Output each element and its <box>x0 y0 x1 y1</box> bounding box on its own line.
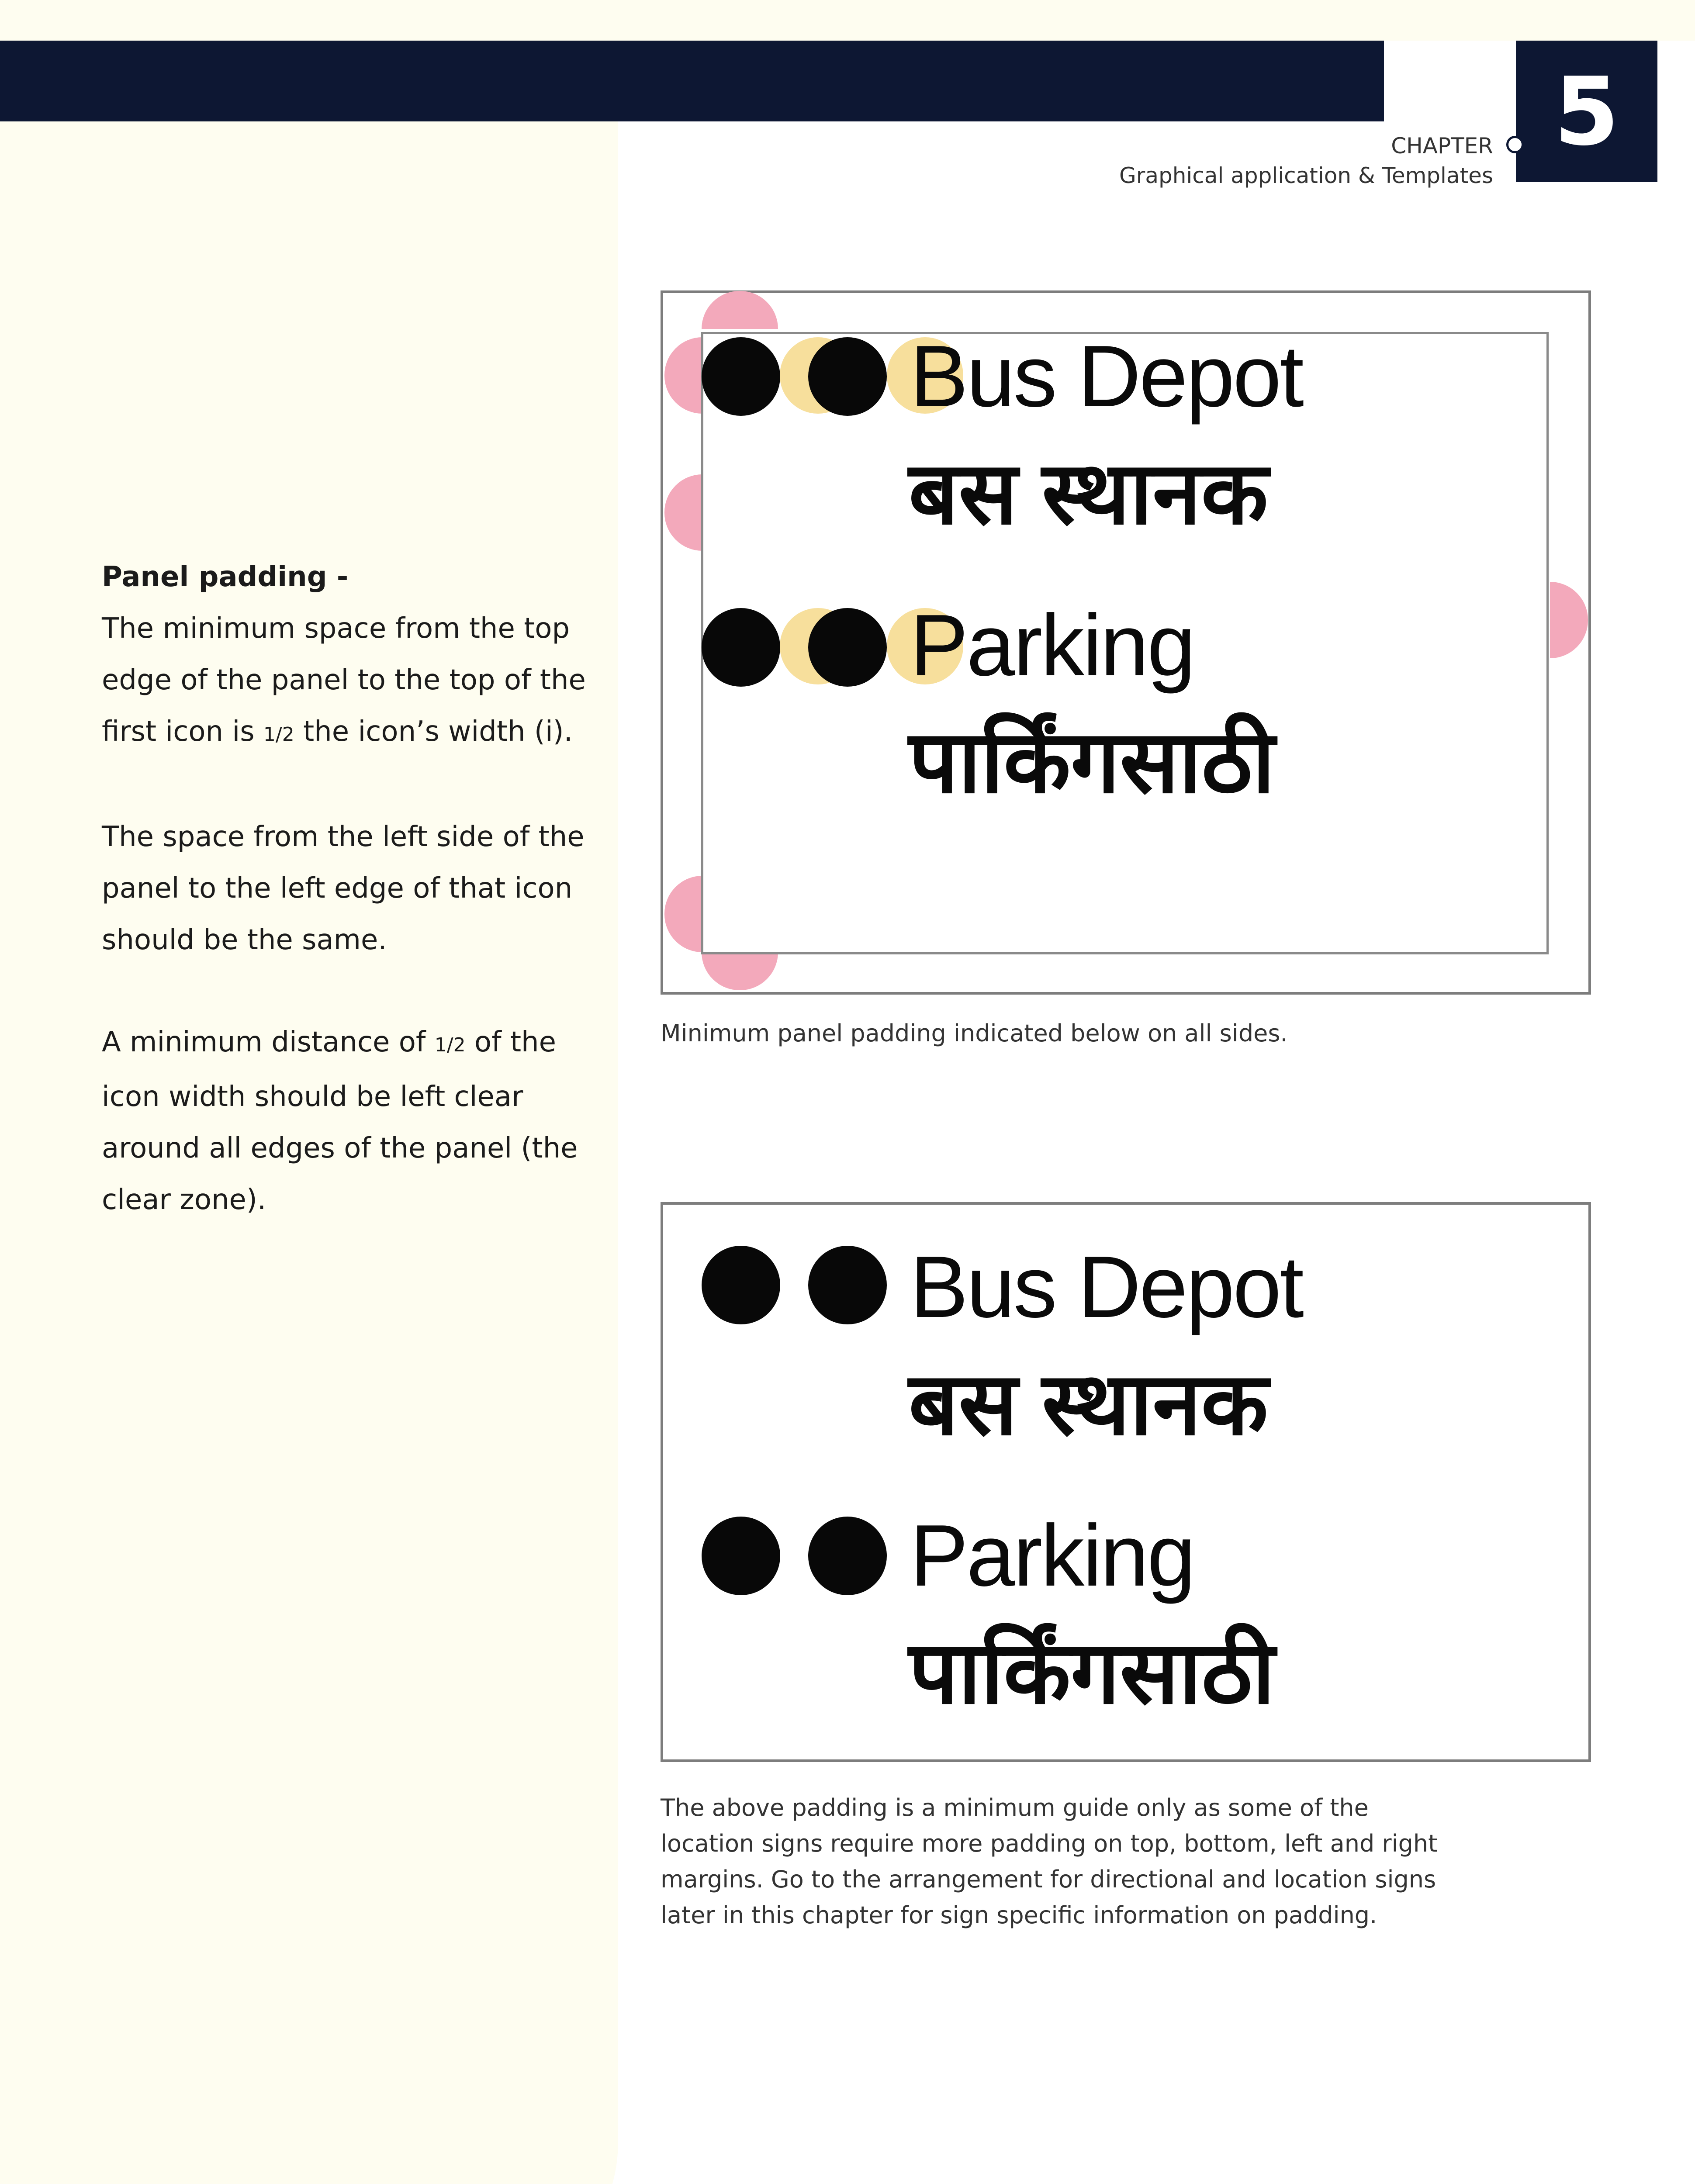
para-1-fraction: 1/2 <box>263 723 294 746</box>
para-3-text: A minimum distance of <box>102 1026 426 1058</box>
icon-dot <box>702 1246 780 1324</box>
header-bar <box>0 41 1384 121</box>
top-strip <box>0 0 1695 41</box>
para-1-text: The minimum space from the top edge of the panel to the top of the first icon is <box>102 612 586 748</box>
chapter-label: CHAPTER <box>1391 133 1493 159</box>
icon-dot <box>702 337 780 416</box>
para-3-fraction: 1/2 <box>434 1034 466 1056</box>
icon-dot <box>702 1517 780 1595</box>
para-3 <box>102 1016 604 1226</box>
icon-dot <box>808 608 887 687</box>
sign-label-hi-1: बस स्थानक <box>909 1355 1268 1453</box>
chapter-number-box <box>1516 41 1657 182</box>
sign-label-hi-2: पार्किंगसाठी <box>909 1624 1275 1721</box>
sidebar-heading: Panel padding - <box>102 561 349 593</box>
para-1-text-end: the icon’s width (i). <box>303 715 573 748</box>
chapter-number: 5 <box>1554 56 1619 166</box>
sign-label-en-2: Parking <box>910 597 1194 694</box>
sign-label-en-2: Parking <box>910 1507 1194 1604</box>
chapter-marker-dot <box>1506 136 1524 153</box>
sidebar-text <box>102 551 604 1276</box>
para-2: The space from the left side of the panel to the left edge of that icon should be the same. <box>102 821 585 956</box>
para-3-text-end: of the icon width should be left clear around all edges of the panel (the clear zone). <box>102 1026 578 1216</box>
icon-dot <box>808 337 887 416</box>
chapter-title: Graphical application & Templates <box>1119 163 1493 188</box>
caption-bottom: The above padding is a minimum guide only as some of the location signs require more padding on top, bottom, left and right margins. Go to the arrangement for directional and location signs later in this chapter for sign specific information on padding. <box>661 1794 1438 1929</box>
para-1 <box>102 551 604 760</box>
sign-label-en-1: Bus Depot <box>910 1238 1302 1336</box>
icon-dot <box>702 608 780 687</box>
icon-dot <box>808 1246 887 1324</box>
sign-label-en-1: Bus Depot <box>910 328 1302 425</box>
caption-top: Minimum panel padding indicated below on all sides. <box>661 1019 1288 1047</box>
icon-dot <box>808 1517 887 1595</box>
chapter-label-block <box>1119 131 1493 190</box>
sign-label-hi-1: बस स्थानक <box>909 445 1268 542</box>
sign-label-hi-2: पार्किंगसाठी <box>909 713 1275 811</box>
